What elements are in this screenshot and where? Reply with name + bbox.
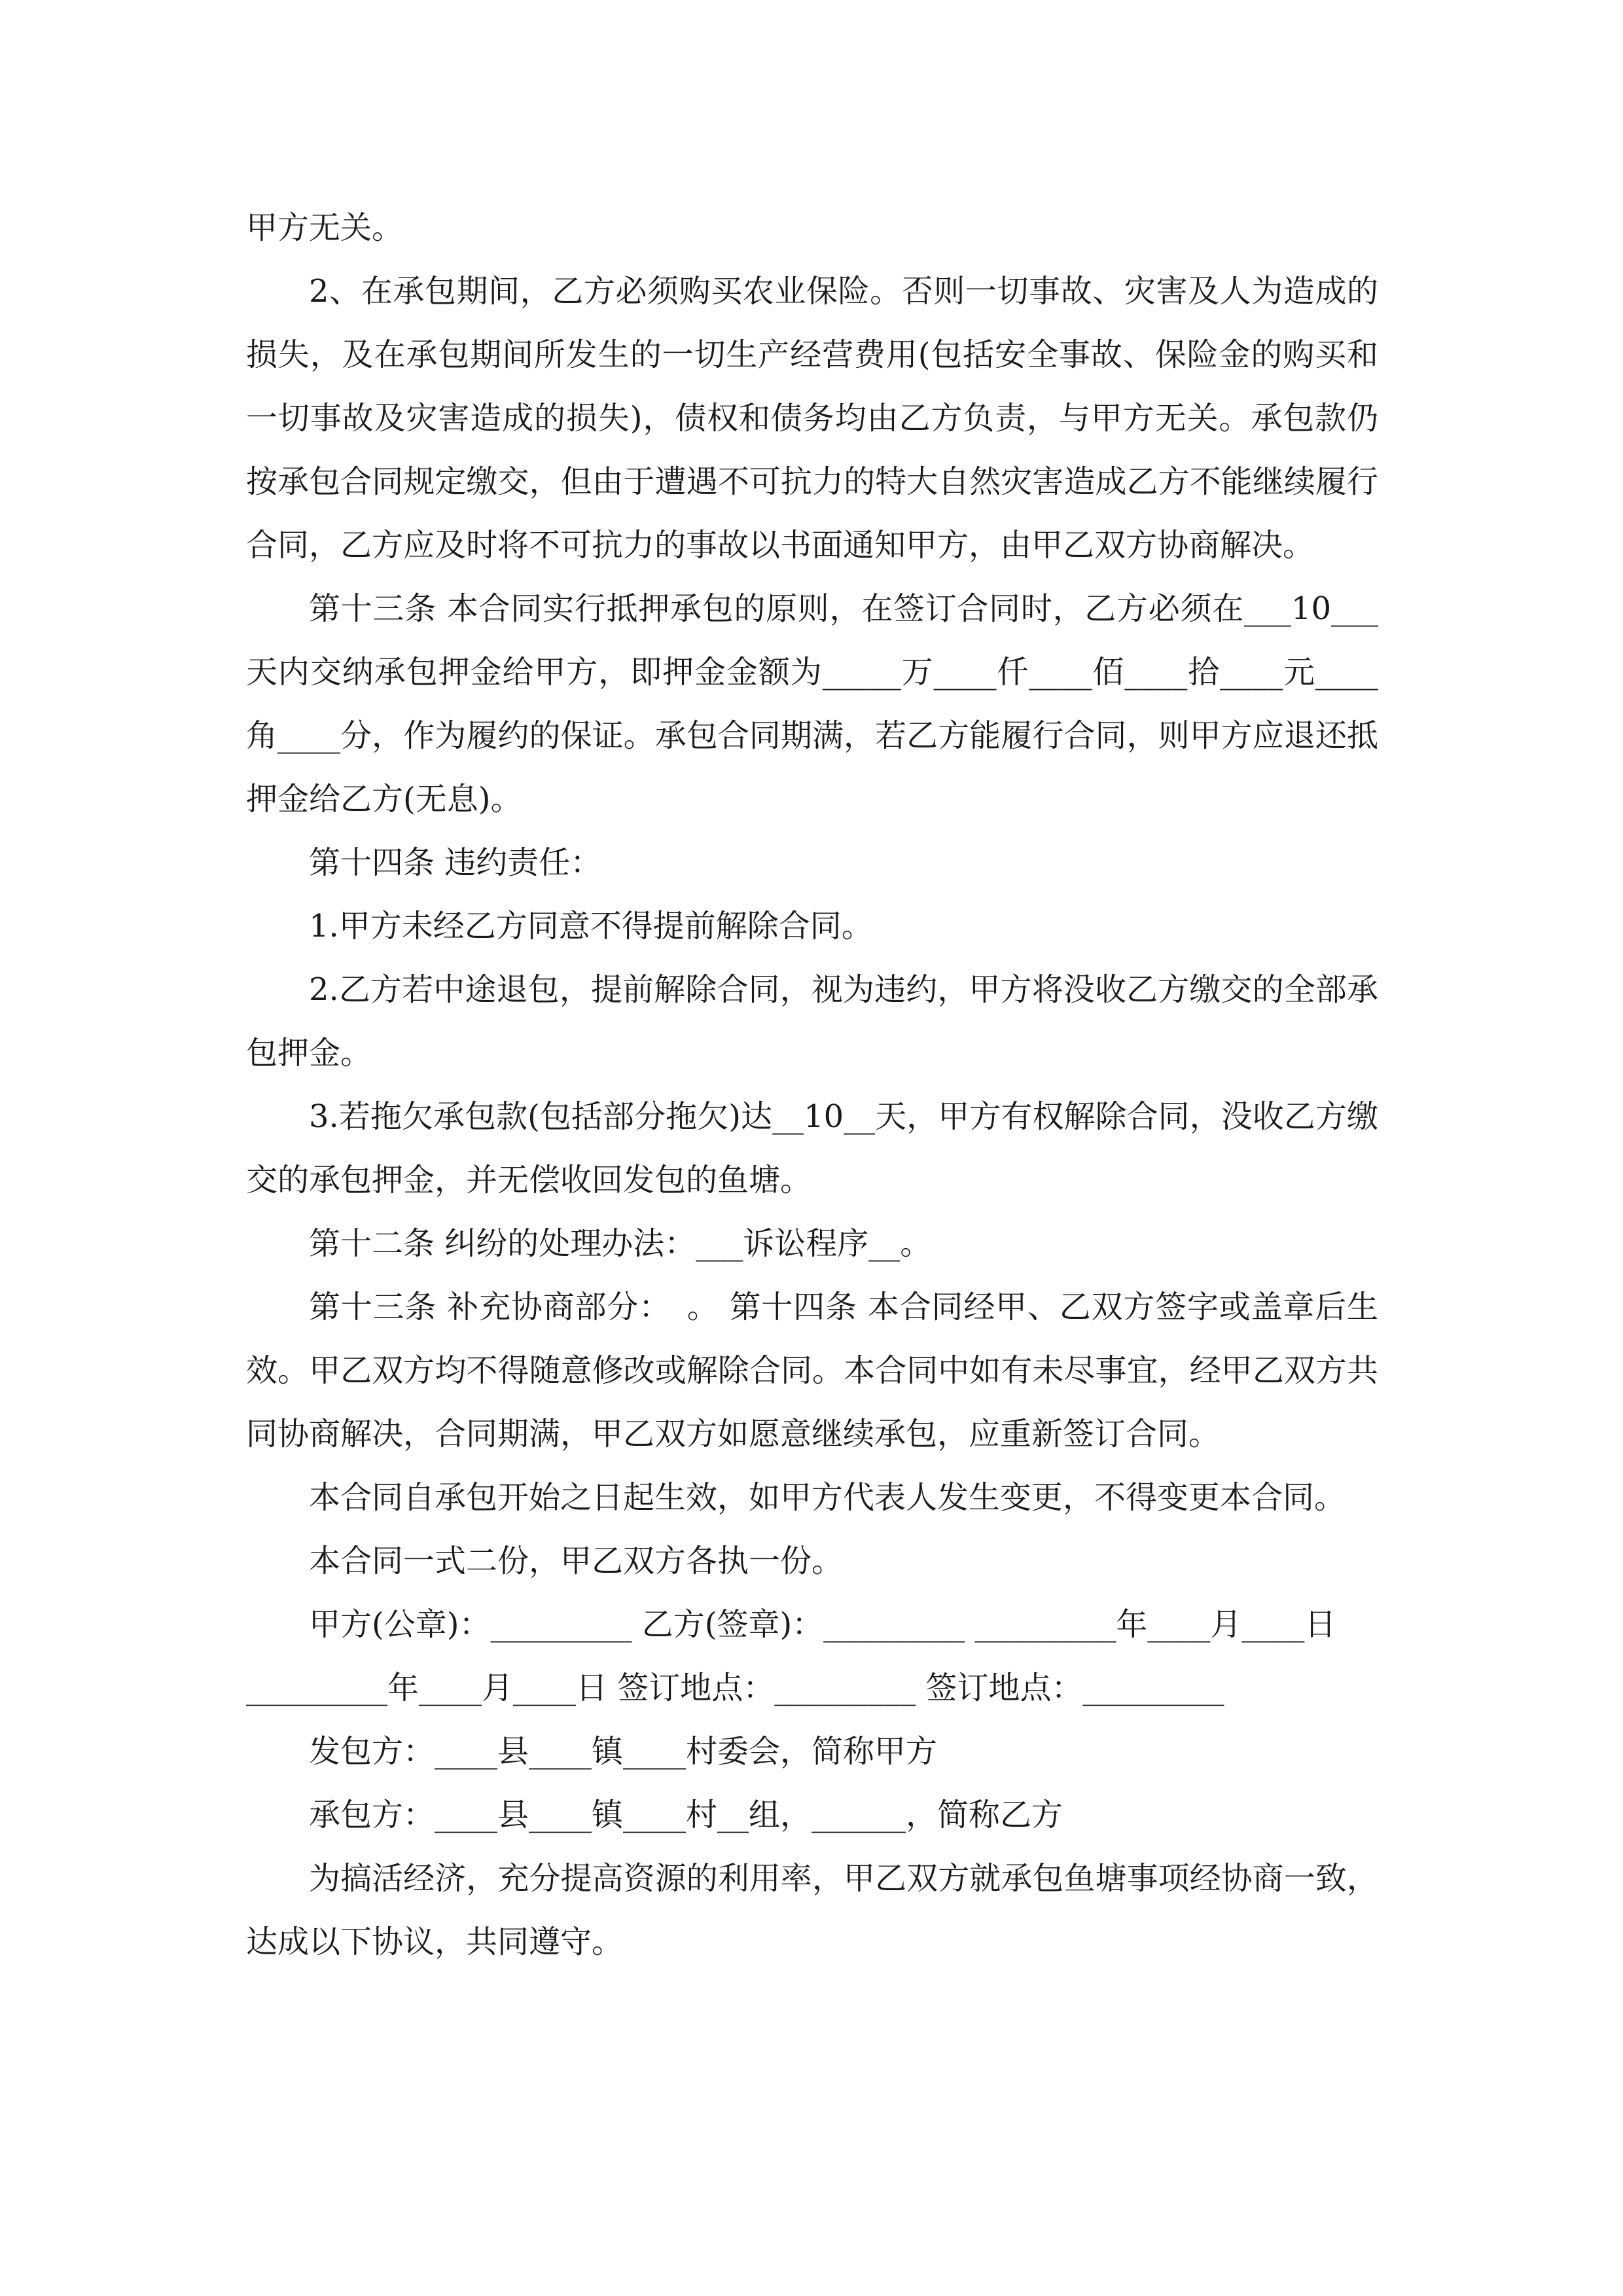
paragraph-continuation: 甲方无关。 xyxy=(246,209,404,246)
paragraph-breach-1: 1.甲方未经乙方同意不得提前解除合同。 xyxy=(309,908,873,944)
party-a-line: 发包方：____县____镇____村委会，简称甲方 xyxy=(309,1733,938,1770)
party-b-line: 承包方：____县____镇____村__组，______，简称乙方 xyxy=(309,1797,1063,1833)
paragraph-article-14-heading: 第十四条 违约责任： xyxy=(309,844,602,881)
signature-line: 甲方(公章)：_________ 乙方(签章)：_________ _________年____月____日 xyxy=(309,1606,1336,1643)
paragraph-article-12-dispute: 第十二条 纠纷的处理办法：___诉讼程序__。 xyxy=(309,1225,932,1262)
paragraph-article-13-deposit: 第十三条 本合同实行抵押承包的原则，在签订合同时，乙方必须在___10___天内交纳承包押金给甲方，即押金金额为_____万____仟____佰____拾____元____角____分，作为履约的保证。承包合同期满，若乙方能履行合同，则甲方应退还抵押金给乙方(无息)。 xyxy=(246,590,1378,817)
paragraph-effective: 本合同自承包开始之日起生效，如甲方代表人发生变更，不得变更本合同。 xyxy=(309,1479,1346,1516)
date-place-line: _________年____月____日 签订地点：_________ 签订地点：_________ xyxy=(246,1670,1224,1706)
paragraph-agreement-intro: 为搞活经济，充分提高资源的利用率，甲乙双方就承包鱼塘事项经协商一致，达成以下协议，共同遵守。 xyxy=(246,1860,1378,1960)
document-body xyxy=(246,196,1378,1974)
paragraph-article-13-supplement: 第十三条 补充协商部分： 。 第十四条 本合同经甲、乙双方签字或盖章后生效。甲乙双方均不得随意修改或解除合同。本合同中如有未尽事宜，经甲乙双方共同协商解决，合同期满，甲乙双方如愿意继续承包，应重新签订合同。 xyxy=(246,1289,1378,1452)
paragraph-breach-3: 3.若拖欠承包款(包括部分拖欠)达__10__天，甲方有权解除合同，没收乙方缴交的承包押金，并无偿收回发包的鱼塘。 xyxy=(246,1098,1378,1198)
paragraph-copies: 本合同一式二份，甲乙双方各执一份。 xyxy=(309,1543,844,1579)
paragraph-breach-2: 2.乙方若中途退包，提前解除合同，视为违约，甲方将没收乙方缴交的全部承包押金。 xyxy=(246,971,1378,1071)
paragraph-insurance-clause: 2、在承包期间，乙方必须购买农业保险。否则一切事故、灾害及人为造成的损失，及在承包期间所发生的一切生产经营费用(包括安全事故、保险金的购买和一切事故及灾害造成的损失)，债权和债务均由乙方负责，与甲方无关。承包款仍按承包合同规定缴交，但由于遭遇不可抗力的特大自然灾害造成乙方不能继续履行合同，乙方应及时将不可抗力的事故以书面通知甲方，由甲乙双方协商解决。 xyxy=(246,273,1378,564)
